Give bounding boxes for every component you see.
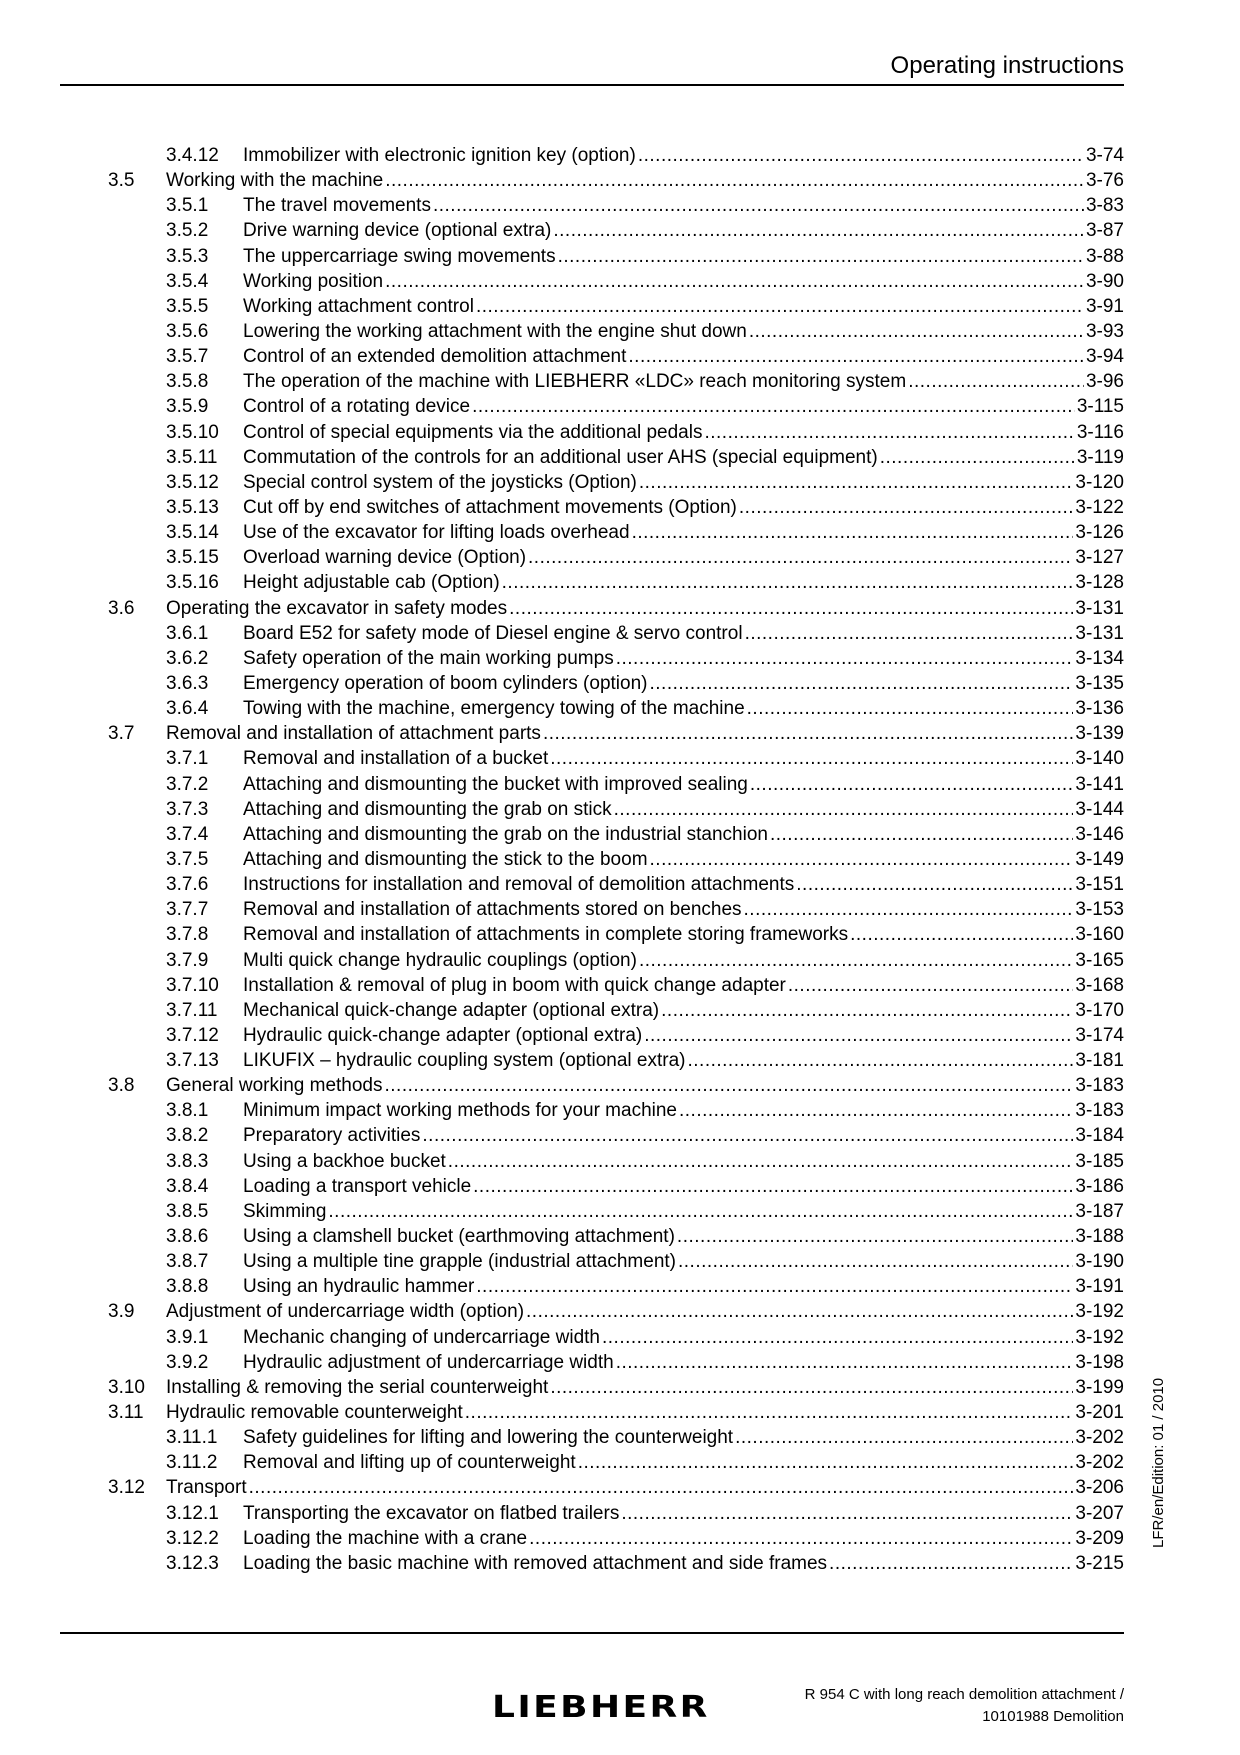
toc-entry-page: 3-83 [1085,195,1124,217]
toc-entry-page: 3-115 [1076,396,1124,418]
toc-entry[interactable] [108,1526,1124,1551]
toc-entry-page: 3-192 [1075,1301,1124,1323]
toc-dot-leader [644,1023,1073,1048]
toc-entry-number: 3.5.12 [166,471,219,493]
toc-entry[interactable] [108,1149,1124,1174]
toc-entry-title: Removal and installation of attachments in complete storing frameworks [243,924,849,946]
toc-entry-number: 3.12.2 [166,1527,219,1549]
toc-entry[interactable] [108,545,1124,570]
toc-entry[interactable] [108,1123,1124,1148]
toc-entry-number: 3.7.5 [166,848,209,870]
toc-entry-title: Control of an extended demolition attachment [243,346,627,368]
toc-entry-number: 3.4.12 [166,145,219,166]
toc-entry-number: 3.5.2 [166,220,209,242]
toc-dot-leader [638,143,1084,168]
toc-entry-title: Height adjustable cab (Option) [243,572,500,594]
toc-entry[interactable] [108,1350,1124,1375]
toc-entry[interactable] [108,1199,1124,1224]
toc-entry-page: 3-91 [1085,295,1124,317]
toc-entry-number: 3.9.1 [166,1326,209,1348]
toc-entry[interactable] [108,1501,1124,1526]
toc-entry-number: 3.7.8 [166,924,209,946]
toc-dot-leader [433,193,1084,218]
toc-entry-page: 3-141 [1075,773,1124,795]
toc-dot-leader [850,922,1073,947]
toc-entry-number: 3.5.13 [166,496,219,518]
toc-entry-number: 3.12 [108,1477,145,1499]
toc-entry-number: 3.8.5 [166,1200,209,1222]
toc-entry-page: 3-174 [1075,1024,1124,1046]
toc-entry[interactable] [108,1048,1124,1073]
toc-entry-number: 3.10 [108,1376,145,1398]
toc-entry[interactable] [108,269,1124,294]
toc-entry[interactable] [108,621,1124,646]
toc-entry-number: 3.5.16 [166,572,219,594]
toc-entry-title: Installation & removal of plug in boom with quick change adapter [243,974,786,996]
toc-entry-title: Towing with the machine, emergency towing of the machine [243,698,745,720]
toc-entry-page: 3-183 [1075,1100,1124,1122]
toc-entry[interactable] [108,1400,1124,1425]
toc-entry-page: 3-120 [1075,471,1124,493]
toc-entry-page: 3-126 [1075,522,1124,544]
toc-entry-number: 3.6.4 [166,698,209,720]
page-header-title: Operating instructions [890,52,1124,79]
toc-entry-page: 3-168 [1075,974,1124,996]
toc-entry-title: Attaching and dismounting the bucket with improved sealing [243,773,748,795]
toc-entry-title: Removal and installation of attachments stored on benches [243,899,742,921]
toc-entry[interactable] [108,1475,1124,1500]
toc-dot-leader [550,1375,1073,1400]
toc-entry-title: Commutation of the controls for an additional user AHS (special equipment) [243,446,878,468]
toc-dot-leader [745,621,1074,646]
toc-dot-leader [632,520,1074,545]
toc-entry-page: 3-122 [1075,496,1124,518]
toc-dot-leader [679,1098,1073,1123]
toc-entry-title: Removal and installation of attachment parts [166,723,541,745]
toc-entry-page: 3-87 [1085,220,1124,242]
toc-dot-leader [385,168,1084,193]
toc-entry-number: 3.7.4 [166,823,209,845]
toc-entry-title: Control of a rotating device [243,396,471,418]
toc-entry[interactable] [108,1174,1124,1199]
toc-entry-title: General working methods [166,1075,383,1097]
toc-dot-leader [747,696,1074,721]
toc-entry[interactable] [108,344,1124,369]
toc-entry[interactable] [108,168,1124,193]
toc-dot-leader [829,1551,1073,1576]
toc-entry[interactable] [108,1073,1124,1098]
toc-entry-page: 3-144 [1075,798,1124,820]
toc-entry-title: Lowering the working attachment with the engine shut down [243,320,747,342]
toc-entry[interactable] [108,772,1124,797]
toc-entry-page: 3-119 [1076,446,1124,468]
toc-dot-leader [770,822,1073,847]
toc-dot-leader [704,420,1074,445]
toc-entry-number: 3.5.10 [166,421,219,443]
toc-entry-page: 3-93 [1085,320,1124,342]
toc-dot-leader [602,1325,1073,1350]
toc-entry[interactable] [108,646,1124,671]
toc-entry-title: Working with the machine [166,170,384,192]
toc-dot-leader [558,244,1084,269]
toc-entry-page: 3-198 [1075,1351,1124,1373]
toc-entry-title: Attaching and dismounting the stick to the boom [243,848,648,870]
toc-entry[interactable] [108,394,1124,419]
toc-entry-number: 3.8.2 [166,1125,209,1147]
toc-entry[interactable] [108,721,1124,746]
footer-line-2: 10101988 Demolition [982,1708,1124,1725]
toc-entry-page: 3-183 [1075,1075,1124,1097]
toc-entry[interactable] [108,822,1124,847]
toc-entry-title: Transporting the excavator on flatbed trailers [243,1502,620,1524]
toc-entry-page: 3-188 [1075,1226,1124,1248]
toc-entry-number: 3.6 [108,597,135,619]
toc-dot-leader [639,470,1074,495]
toc-entry[interactable] [108,218,1124,243]
toc-dot-leader [509,596,1073,621]
toc-entry-title: Operating the excavator in safety modes [166,597,508,619]
toc-entry[interactable] [108,470,1124,495]
toc-entry-number: 3.9.2 [166,1351,209,1373]
toc-dot-leader [621,1501,1073,1526]
toc-entry-title: Safety guidelines for lifting and lowering the counterweight [243,1427,734,1449]
toc-dot-leader [528,545,1073,570]
toc-entry-number: 3.7.10 [166,974,219,996]
toc-entry-page: 3-131 [1075,622,1124,644]
toc-entry-title: LIKUFIX – hydraulic coupling system (optional extra) [243,1050,686,1072]
toc-dot-leader [614,797,1074,822]
toc-dot-leader [550,746,1073,771]
toc-entry-number: 3.7.6 [166,874,209,896]
toc-entry-number: 3.7.9 [166,949,209,971]
toc-entry-page: 3-88 [1085,245,1124,267]
toc-entry-number: 3.5.15 [166,547,219,569]
toc-entry-number: 3.7.7 [166,899,209,921]
toc-dot-leader [908,369,1084,394]
toc-entry-title: Preparatory activities [243,1125,421,1147]
toc-entry-title: Loading the basic machine with removed attachment and side frames [243,1552,828,1574]
toc-entry-number: 3.5.3 [166,245,209,267]
toc-entry[interactable] [108,922,1124,947]
toc-entry-number: 3.12.3 [166,1552,219,1574]
toc-entry-number: 3.6.3 [166,672,209,694]
toc-entry-number: 3.8 [108,1075,135,1097]
toc-entry[interactable] [108,596,1124,621]
toc-entry-title: The travel movements [243,195,431,217]
toc-entry-title: Minimum impact working methods for your machine [243,1100,677,1122]
toc-dot-leader [476,294,1084,319]
toc-entry[interactable] [108,1274,1124,1299]
toc-dot-leader [529,1526,1073,1551]
toc-dot-leader [744,897,1074,922]
toc-entry-page: 3-199 [1075,1376,1124,1398]
toc-entry-title: Transport [166,1477,247,1499]
toc-entry-page: 3-207 [1075,1502,1124,1524]
toc-entry-number: 3.5.5 [166,295,209,317]
toc-dot-leader [578,1450,1074,1475]
toc-entry-page: 3-128 [1075,572,1124,594]
toc-entry-title: Mechanical quick-change adapter (optional extra) [243,999,660,1021]
toc-entry-page: 3-190 [1075,1251,1124,1273]
toc-entry[interactable] [108,495,1124,520]
toc-entry[interactable] [108,1023,1124,1048]
toc-entry-page: 3-96 [1085,371,1124,393]
toc-entry[interactable] [108,973,1124,998]
toc-entry-title: Attaching and dismounting the grab on the industrial stanchion [243,823,768,845]
toc-entry-title: Special control system of the joysticks (Option) [243,471,637,493]
toc-entry-page: 3-127 [1075,547,1124,569]
toc-entry-title: Loading the machine with a crane [243,1527,528,1549]
toc-dot-leader [476,1274,1073,1299]
toc-entry-page: 3-184 [1075,1125,1124,1147]
toc-entry-title: Immobilizer with electronic ignition key (option) [243,145,636,166]
toc-entry-title: Hydraulic removable counterweight [166,1402,463,1424]
toc-entry-page: 3-116 [1076,421,1124,443]
toc-entry[interactable] [108,1249,1124,1274]
toc-entry-number: 3.8.8 [166,1276,209,1298]
toc-entry[interactable] [108,520,1124,545]
toc-entry-title: Hydraulic adjustment of undercarriage width [243,1351,614,1373]
toc-entry-page: 3-94 [1085,346,1124,368]
toc-entry-title: Loading a transport vehicle [243,1175,472,1197]
toc-entry[interactable] [108,797,1124,822]
toc-entry-number: 3.5 [108,170,135,192]
toc-entry-number: 3.6.2 [166,647,209,669]
toc-entry-title: Cut off by end switches of attachment movements (Option) [243,496,737,518]
toc-entry[interactable] [108,1299,1124,1324]
toc-dot-leader [473,1174,1073,1199]
toc-entry-page: 3-170 [1075,999,1124,1021]
toc-entry-number: 3.11 [108,1402,144,1424]
toc-entry[interactable] [108,696,1124,721]
toc-dot-leader [448,1149,1074,1174]
toc-dot-leader [687,1048,1073,1073]
toc-entry-page: 3-201 [1075,1402,1124,1424]
toc-entry-page: 3-134 [1075,647,1124,669]
toc-entry-page: 3-153 [1075,899,1124,921]
toc-entry-page: 3-90 [1085,270,1124,292]
toc-dot-leader [880,445,1075,470]
toc-entry-page: 3-187 [1075,1200,1124,1222]
toc-entry-title: Drive warning device (optional extra) [243,220,552,242]
toc-entry-title: Attaching and dismounting the grab on stick [243,798,612,820]
toc-entry-page: 3-191 [1075,1276,1124,1298]
toc-entry-number: 3.8.6 [166,1226,209,1248]
table-of-contents [108,143,1124,1576]
toc-entry[interactable] [108,948,1124,973]
toc-entry-page: 3-215 [1075,1552,1124,1574]
toc-dot-leader [616,646,1074,671]
toc-entry[interactable] [108,1224,1124,1249]
toc-entry-number: 3.8.4 [166,1175,209,1197]
toc-entry-page: 3-136 [1075,698,1124,720]
toc-entry-page: 3-165 [1075,949,1124,971]
toc-entry[interactable] [108,872,1124,897]
toc-entry-number: 3.11.1 [166,1427,218,1449]
toc-dot-leader [649,671,1073,696]
toc-dot-leader [553,218,1084,243]
toc-entry-number: 3.11.2 [166,1452,218,1474]
toc-entry-title: Removal and installation of a bucket [243,748,549,770]
toc-entry-page: 3-209 [1075,1527,1124,1549]
toc-entry-number: 3.8.1 [166,1100,209,1122]
toc-entry-title: Hydraulic quick-change adapter (optional extra) [243,1024,643,1046]
toc-dot-leader [639,948,1073,973]
toc-entry-number: 3.8.7 [166,1251,209,1273]
liebherr-logo: LIEBHERR [492,1690,710,1725]
toc-entry[interactable] [108,847,1124,872]
toc-entry-number: 3.5.8 [166,371,209,393]
toc-dot-leader [249,1475,1074,1500]
toc-entry-number: 3.6.1 [166,622,209,644]
toc-entry-title: Emergency operation of boom cylinders (option) [243,672,648,694]
toc-entry-page: 3-139 [1075,723,1124,745]
footer-line-1: R 954 C with long reach demolition attachment / [804,1686,1124,1703]
toc-entry-page: 3-135 [1075,672,1124,694]
toc-entry[interactable] [108,897,1124,922]
header-rule [60,84,1124,86]
toc-entry-number: 3.7.11 [166,999,218,1021]
toc-dot-leader [661,998,1073,1023]
toc-entry-title: Adjustment of undercarriage width (option) [166,1301,525,1323]
toc-entry[interactable] [108,1551,1124,1576]
toc-entry-title: Working attachment control [243,295,474,317]
toc-entry[interactable] [108,671,1124,696]
toc-dot-leader [677,1224,1073,1249]
toc-entry[interactable] [108,1375,1124,1400]
toc-entry-number: 3.9 [108,1301,135,1323]
toc-entry-title: Removal and lifting up of counterweight [243,1452,576,1474]
toc-entry-number: 3.5.1 [166,195,209,217]
footer-rule [60,1632,1124,1634]
toc-entry-page: 3-202 [1075,1452,1124,1474]
toc-entry-number: 3.7.3 [166,798,209,820]
toc-entry-page: 3-192 [1075,1326,1124,1348]
toc-entry[interactable] [108,143,1124,168]
toc-entry-number: 3.5.9 [166,396,209,418]
toc-entry-page: 3-202 [1075,1427,1124,1449]
toc-dot-leader [543,721,1073,746]
toc-entry[interactable] [108,1098,1124,1123]
toc-entry-number: 3.7.1 [166,748,209,770]
toc-entry-number: 3.5.14 [166,522,219,544]
toc-dot-leader [796,872,1073,897]
toc-entry-page: 3-146 [1075,823,1124,845]
toc-entry-title: Using a multiple tine grapple (industrial attachment) [243,1251,676,1273]
toc-entry-number: 3.7 [108,723,135,745]
toc-dot-leader [502,570,1074,595]
toc-entry-title: Installing & removing the serial counterweight [166,1376,549,1398]
toc-entry-number: 3.8.3 [166,1150,209,1172]
toc-entry-number: 3.7.12 [166,1024,219,1046]
toc-entry[interactable] [108,319,1124,344]
toc-dot-leader [628,344,1084,369]
toc-entry-number: 3.12.1 [166,1502,219,1524]
toc-entry-title: Board E52 for safety mode of Diesel engine & servo control [243,622,743,644]
toc-entry[interactable] [108,998,1124,1023]
toc-entry-number: 3.5.11 [166,446,218,468]
toc-entry-number: 3.7.13 [166,1050,219,1072]
toc-entry[interactable] [108,1425,1124,1450]
toc-entry-title: Using a clamshell bucket (earthmoving attachment) [243,1226,675,1248]
toc-entry[interactable] [108,193,1124,218]
toc-entry-title: Control of special equipments via the additional pedals [243,421,703,443]
toc-entry-title: Safety operation of the main working pumps [243,647,614,669]
toc-dot-leader [650,847,1074,872]
toc-entry-title: Using a backhoe bucket [243,1150,446,1172]
toc-entry-page: 3-140 [1075,748,1124,770]
edition-side-text: LFR/en/Edition: 01 / 2010 [1150,1377,1167,1548]
toc-entry-number: 3.5.4 [166,270,209,292]
toc-entry[interactable] [108,244,1124,269]
toc-dot-leader [422,1123,1073,1148]
toc-entry-page: 3-149 [1075,848,1124,870]
toc-dot-leader [788,973,1074,998]
toc-dot-leader [739,495,1074,520]
toc-entry[interactable] [108,1450,1124,1475]
toc-entry[interactable] [108,294,1124,319]
toc-dot-leader [465,1400,1074,1425]
toc-entry-title: The uppercarriage swing movements [243,245,556,267]
toc-entry[interactable] [108,1325,1124,1350]
toc-entry-page: 3-186 [1075,1175,1124,1197]
toc-entry-page: 3-131 [1075,597,1124,619]
toc-entry[interactable] [108,746,1124,771]
toc-entry-title: Multi quick change hydraulic couplings (option) [243,949,637,971]
toc-entry-page: 3-151 [1075,874,1124,896]
toc-entry-page: 3-181 [1075,1050,1124,1072]
toc-entry-number: 3.7.2 [166,773,209,795]
toc-dot-leader [678,1249,1073,1274]
toc-entry-title: Overload warning device (Option) [243,547,527,569]
toc-dot-leader [526,1299,1073,1324]
toc-entry-page: 3-160 [1075,924,1124,946]
toc-entry[interactable] [108,570,1124,595]
toc-entry-title: Use of the excavator for lifting loads overhead [243,522,630,544]
toc-dot-leader [749,319,1084,344]
footer-document-info [805,1684,1124,1728]
toc-entry-title: The operation of the machine with LIEBHERR «LDC» reach monitoring system [243,371,907,393]
toc-dot-leader [385,269,1084,294]
toc-entry-page: 3-74 [1085,145,1124,166]
toc-dot-leader [750,772,1074,797]
toc-dot-leader [616,1350,1074,1375]
toc-entry-title: Using an hydraulic hammer [243,1276,475,1298]
toc-entry[interactable] [108,420,1124,445]
toc-entry[interactable] [108,369,1124,394]
toc-entry-number: 3.5.6 [166,320,209,342]
toc-entry-title: Instructions for installation and removal of demolition attachments [243,874,795,896]
toc-entry-number: 3.5.7 [166,346,209,368]
toc-entry-page: 3-206 [1075,1477,1124,1499]
toc-dot-leader [472,394,1075,419]
toc-entry-title: Working position [243,270,384,292]
toc-dot-leader [385,1073,1074,1098]
toc-dot-leader [735,1425,1073,1450]
toc-entry-title: Skimming [243,1200,327,1222]
toc-entry-page: 3-185 [1075,1150,1124,1172]
toc-entry[interactable] [108,445,1124,470]
toc-entry-page: 3-76 [1085,170,1124,192]
toc-entry-title: Mechanic changing of undercarriage width [243,1326,600,1348]
toc-dot-leader [328,1199,1073,1224]
